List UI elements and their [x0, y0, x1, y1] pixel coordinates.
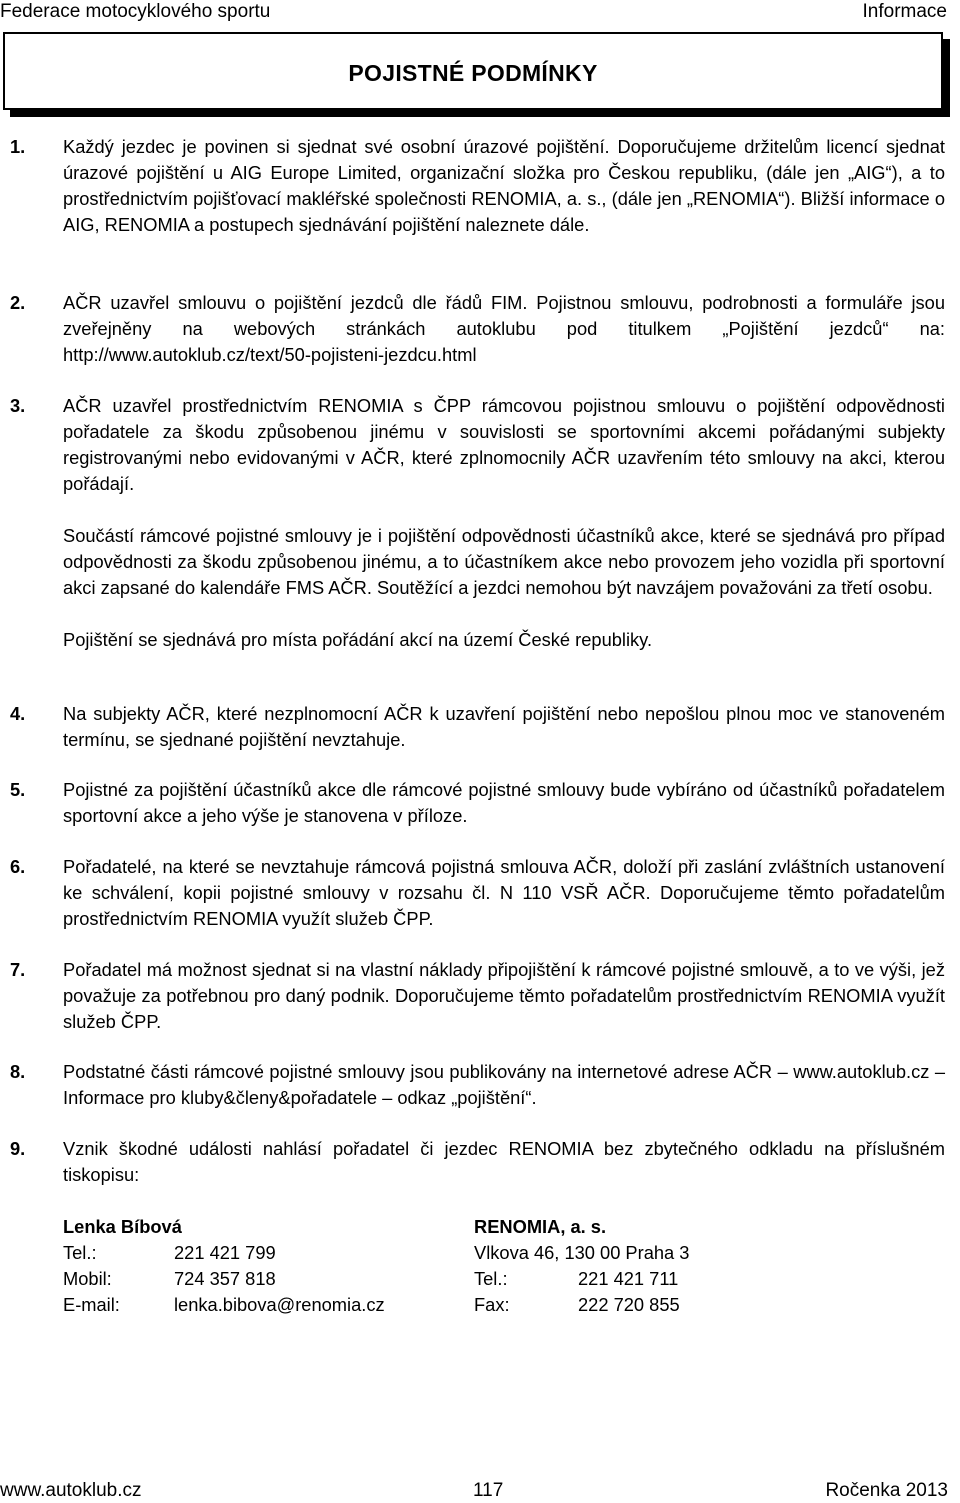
contact-label: E-mail: — [63, 1294, 120, 1315]
contact-value: 724 357 818 — [174, 1268, 276, 1289]
contact-value: Vlkova 46, 130 00 Praha 3 — [474, 1242, 690, 1263]
header-organization: Federace motocyklového sportu — [0, 1, 271, 22]
condition-item-5 — [10, 777, 945, 829]
contact-name: Lenka Bíbová — [63, 1216, 182, 1237]
page-header — [0, 0, 960, 26]
contact-label: Tel.: — [63, 1242, 97, 1263]
condition-item-8 — [10, 1059, 945, 1111]
company-row-fax — [474, 1292, 689, 1318]
item-text: Každý jezdec je povinen si sjednat své osobní úrazové pojištění. Doporučujeme držitelům licencí sjednat úrazové pojištění u AIG Europe Limited, organizační složka pro Českou republiku, (dále jen „AIG“), a to prostřednictvím pojišťovací makléřské společnosti RENOMIA, a. s., (dále jen „RENOMIA“). Bližší informace o AIG, RENOMIA a postupech sjednávání pojištění naleznete dále. — [63, 136, 945, 235]
contact-row-phone — [63, 1240, 385, 1266]
company-address — [474, 1240, 689, 1266]
item-text: Vznik škodné události nahlásí pořadatel či jezdec RENOMIA bez zbytečného odkladu na příslušném tiskopisu: — [63, 1138, 945, 1185]
item-text: Pořadatel má možnost sjednat si na vlastní náklady připojištění k rámcové pojistné smlouvě, a to ve výši, jež považuje za potřebnou pro daný podnik. Doporučujeme těmto pořadatelům prostřednictvím RENOMIA využít služeb ČPP. — [63, 959, 945, 1032]
item-text: Pojištění se sjednává pro místa pořádání akcí na území České republiky. — [63, 629, 653, 650]
condition-item-4 — [10, 701, 945, 753]
item-number: 2. — [10, 292, 26, 313]
page-title: POJISTNÉ PODMÍNKY — [348, 60, 598, 86]
condition-item-3 — [10, 393, 945, 653]
item-text: AČR uzavřel smlouvu o pojištění jezdců dle řádů FIM. Pojistnou smlouvu, podrobnosti a formuláře jsou zveřejněny na webových stránkách autoklubu pod titulkem „Pojištění jezdců“ na: http://www.autoklub.cz/text/50-pojisteni-jezdcu.html — [63, 292, 945, 365]
contact-value: 221 421 799 — [174, 1242, 276, 1263]
item-text: AČR uzavřel prostřednictvím RENOMIA s ČPP rámcovou pojistnou smlouvu o pojištění odpovědnosti pořadatele za škodu způsobenou jinému v souvislosti se sportovními akcemi pořádanými subjekty registrovanými nebo evidovanými v AČR, které zplnomocnily AČR uzavřením této smlouvy na akci, kterou pořádají. — [63, 395, 945, 494]
item-number: 9. — [10, 1138, 26, 1159]
contact-label: Tel.: — [474, 1268, 508, 1289]
item-number: 3. — [10, 395, 26, 416]
item-number: 6. — [10, 856, 26, 877]
company-row-phone — [474, 1266, 689, 1292]
item-number: 7. — [10, 959, 26, 980]
item-text: Pojistné za pojištění účastníků akce dle rámcové pojistné smlouvy bude vybíráno od účastníků pořadatelem sportovní akce a jeho výše je stanovena v příloze. — [63, 779, 945, 826]
condition-item-2 — [10, 290, 945, 368]
footer-website: www.autoklub.cz — [0, 1480, 142, 1501]
condition-item-7 — [10, 957, 945, 1035]
contact-label: Fax: — [474, 1294, 510, 1315]
contact-row-email — [63, 1292, 385, 1318]
contact-row-mobile — [63, 1266, 385, 1292]
item-number: 8. — [10, 1061, 26, 1082]
contact-person — [63, 1214, 385, 1318]
title-box — [3, 32, 943, 110]
condition-item-6 — [10, 854, 945, 932]
condition-item-9 — [10, 1136, 945, 1188]
footer-publication: Ročenka 2013 — [825, 1480, 948, 1501]
contact-label: Mobil: — [63, 1268, 112, 1289]
contact-value: 221 421 711 — [578, 1268, 679, 1289]
contact-company — [474, 1214, 689, 1318]
item-number: 4. — [10, 703, 26, 724]
item-text: Pořadatelé, na které se nevztahuje rámcová pojistná smlouva AČR, doloží při zaslání zvláštních ustanovení ke schválení, kopii pojistné smlouvy v rozsahu čl. N 110 VSŘ AČR. Doporučujeme těmto pořadatelům prostřednictvím RENOMIA využít služeb ČPP. — [63, 856, 945, 929]
header-section: Informace — [862, 1, 947, 22]
contact-value: 222 720 855 — [578, 1294, 680, 1315]
item-text: Na subjekty AČR, které nezplnomocní AČR k uzavření pojištění nebo nepošlou plnou moc ve stanoveném termínu, se sjednané pojištění nevztahuje. — [63, 703, 945, 750]
contact-value: lenka.bibova@renomia.cz — [174, 1294, 385, 1315]
company-name: RENOMIA, a. s. — [474, 1216, 607, 1237]
item-number: 1. — [10, 136, 26, 157]
page-number: 117 — [473, 1480, 504, 1501]
item-text: Součástí rámcové pojistné smlouvy je i pojištění odpovědnosti účastníků akce, které se sjednává pro případ odpovědnosti za škodu způsobenou jinému, a to účastníkem akce nebo provozem jeho vozidla při sportovní akci zapsané do kalendáře FMS AČR. Soutěžící a jezdci nemohou být navzájem považováni za třetí osobu. — [63, 525, 945, 598]
item-text: Podstatné části rámcové pojistné smlouvy jsou publikovány na internetové adrese AČR – www.autoklub.cz – Informace pro kluby&členy&pořadatele – odkaz „pojištění“. — [63, 1061, 945, 1108]
condition-item-1 — [10, 134, 945, 238]
item-number: 5. — [10, 779, 26, 800]
